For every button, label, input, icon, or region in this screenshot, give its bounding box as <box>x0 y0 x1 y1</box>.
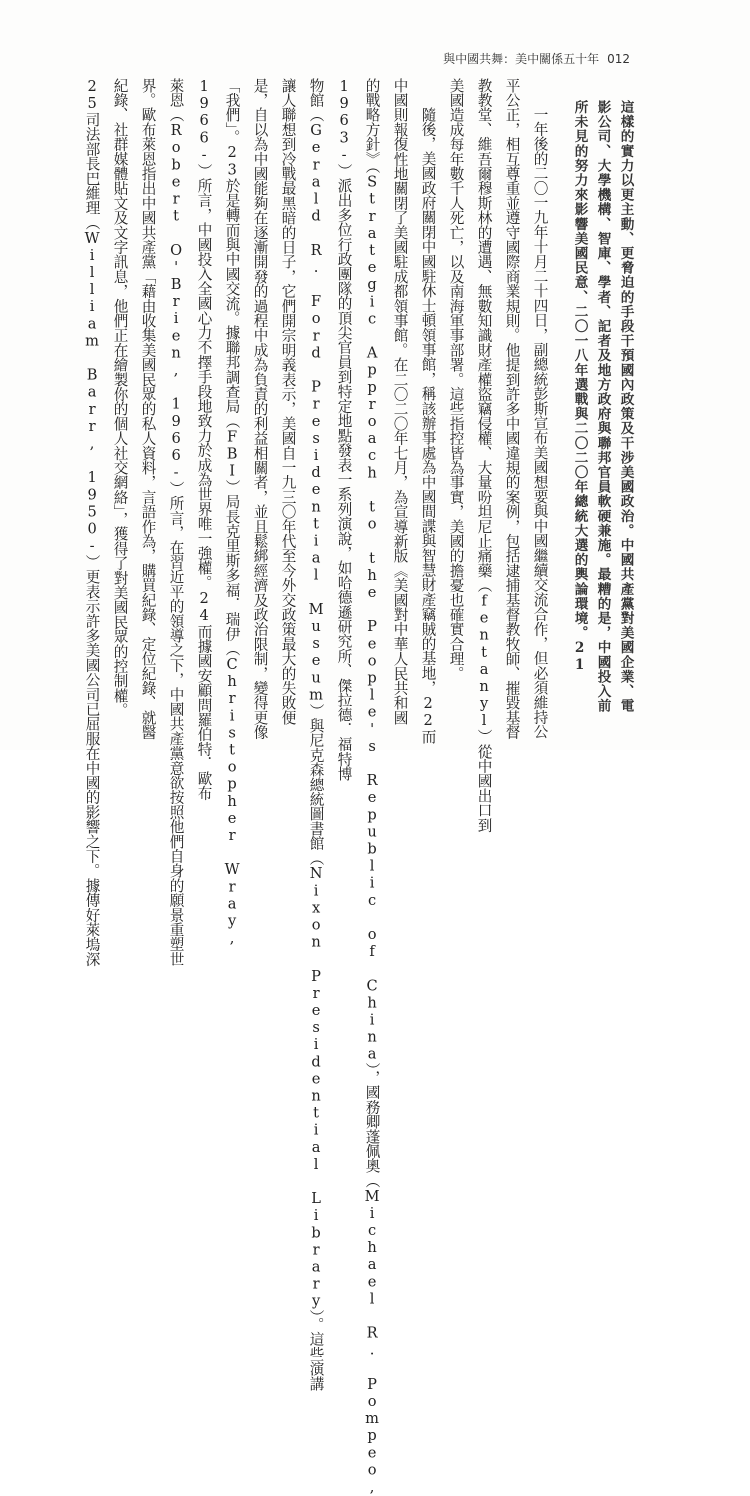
body-column: 1966-）所言，中國投入全國心力不擇手段地致力於成為世界唯一強權。24而據國安顧問羅伯特．歐布 <box>195 78 213 801</box>
page-number: 012 <box>607 51 630 66</box>
quote-column: 這樣的實力以更主動、更脅迫的手段干預國內政策及干涉美國政治。中國共產黨對美國企業、電 <box>617 100 634 714</box>
quote-column: 影公司、大學機構、智庫、學者、記者及地方政府與聯邦官員軟硬兼施。最糟的是，中國投入前 <box>594 100 611 714</box>
body-column: 平公正，相互尊重並遵守國際商業規則。他提到許多中國違規的案例，包括逮捕基督教牧師、摧毀基督 <box>503 78 521 740</box>
running-header <box>443 50 630 67</box>
body-column: 中國則報復性地關閉了美國駐成都領事館。在二〇二〇年七月，為宣導新版《美國對中華人民共和國 <box>391 78 409 725</box>
body-column: 是，自以為中國能夠在逐漸開發的過程中成為負責的利益相關者，並且鬆綁經濟及政治限制，變得更像 <box>251 78 269 740</box>
body-column: 界。歐布萊恩指出中國共產黨「藉由收集美國民眾的私人資料，言語作為，購買紀錄、定位紀錄、就醫 <box>139 78 157 740</box>
body-column: 一年後的二〇一九年十月二十四日，副總統彭斯宣布美國想要與中國繼續交流合作，但必須維持公 <box>531 107 549 740</box>
body-column: 的戰略方針》（Strategic Approach to the People's Republic of China），國務卿蓬佩奧（Michael R. Pompeo, <box>363 78 381 1496</box>
quote-column: 所未見的努力來影響美國民意、二〇一八年選戰與二〇二〇年總統大選的輿論環境。21 <box>571 100 588 675</box>
body-column: 「我們」。23於是轉而與中國交流。據聯邦調查局（FBI）局長克里斯多福．瑞伊（Christopher Wray, <box>223 78 241 947</box>
body-column: 美國造成每年數千人死亡，以及南海軍事部署。這些指控皆為事實，美國的擔憂也確實合理。 <box>447 78 465 681</box>
body-column: 教教堂、維吾爾穆斯林的遭遇、無數知識財產權盜竊侵權、大量吩坦尼止痛藥（fentanyl）從中國出口到 <box>475 78 493 833</box>
body-column: 物館（Gerald R. Ford Presidential Museum）與尼克森總統圖書館（Nixon Presidential Library）。這些演講 <box>307 78 325 1391</box>
body-column: 25司法部長巴維理（William Barr, 1950-）更表示許多美國公司已屈服在中國的影響之下。據傳好萊塢深 <box>83 78 101 967</box>
body-column: 1963-）派出多位行政團隊的頂尖官員到特定地點發表一系列演說，如哈德遜研究所、傑拉德．福特博 <box>335 78 353 781</box>
running-title: 與中國共舞：美中關係五十年 <box>443 52 600 66</box>
body-column: 萊恩（Robert O'Brien, 1966-）所言，在習近平的領導之下，中國共產黨意欲按照他們自身的願景重塑世 <box>167 78 185 967</box>
body-column: 紀錄、社群媒體貼文及文字訊息，他們正在繪製你的個人社交網絡」，獲得了對美國民眾的控制權。 <box>111 78 129 718</box>
body-column: 讓人聯想到冷戰最黑暗的日子，它們開宗明義表示，美國自一九三〇年代至今外交政策最大的失敗便 <box>279 78 297 725</box>
body-column: 隨後，美國政府關閉中國駐休士頓領事館，稱該辦事處為中國間諜與智慧財產竊賊的基地，22而 <box>419 107 437 744</box>
